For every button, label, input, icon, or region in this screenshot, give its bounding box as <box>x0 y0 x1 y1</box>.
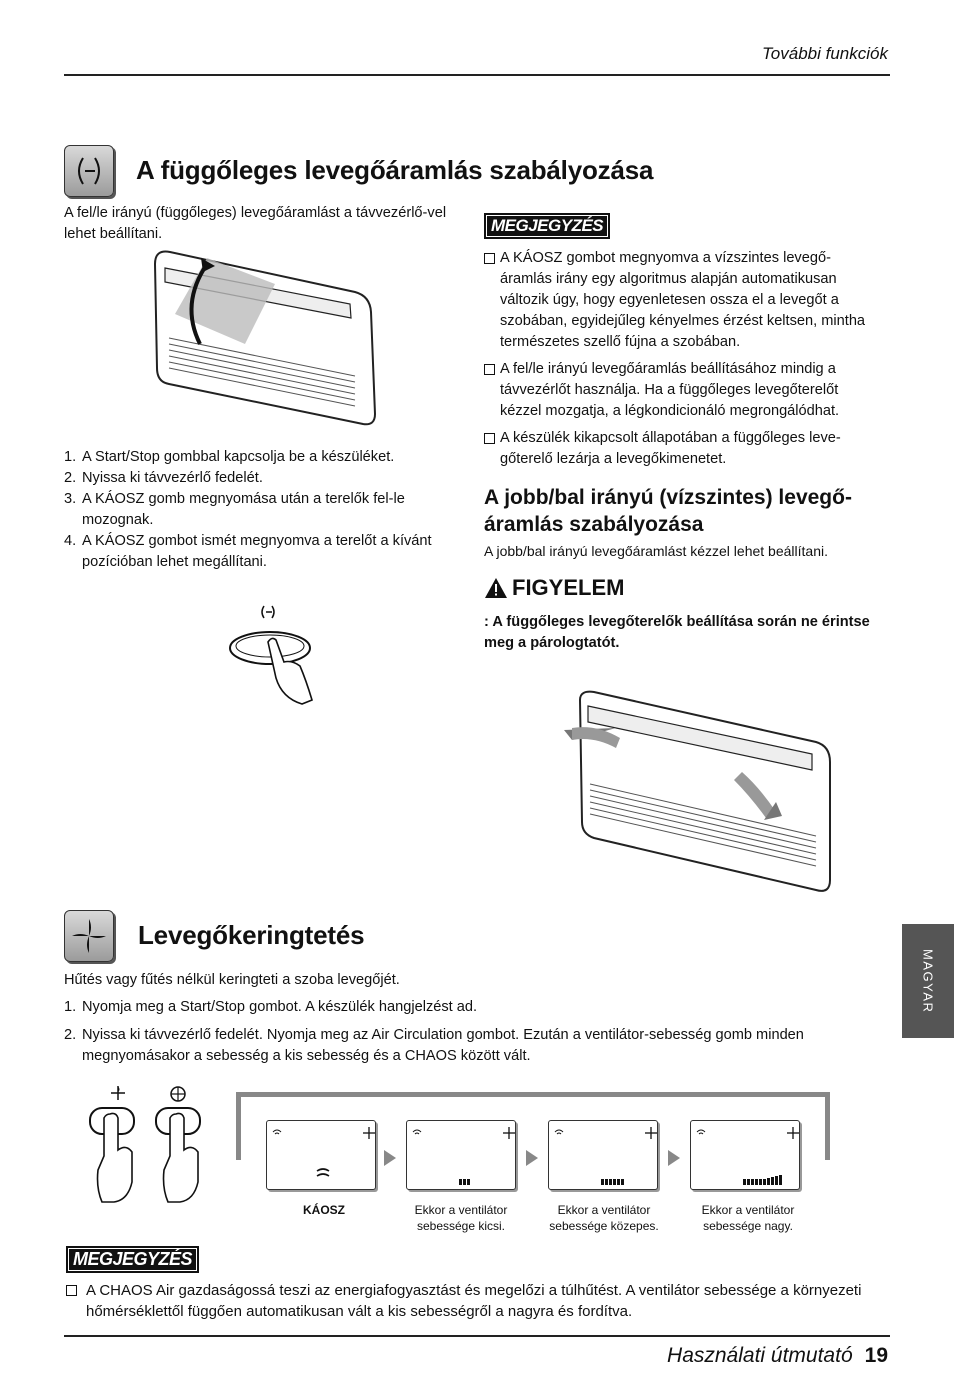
manual-label: Használati útmutató <box>667 1344 853 1367</box>
vertical-swing-icon <box>64 145 114 197</box>
footer <box>667 1344 888 1368</box>
checkbox-bullet-icon <box>484 364 495 375</box>
checkbox-bullet-icon <box>484 253 495 264</box>
footer-rule <box>64 1335 890 1337</box>
checkbox-bullet-icon <box>484 433 495 444</box>
remote-buttons-illustration <box>84 1084 224 1213</box>
checkbox-bullet-icon <box>66 1285 77 1296</box>
panel-caption-high: Ekkor a ventilátor sebessége nagy. <box>701 1203 795 1233</box>
section-title-vertical-airflow: A függőleges levegőáramlás szabályozása <box>136 155 654 185</box>
air-circulation-icon <box>64 910 114 962</box>
vertical-steps <box>64 447 472 573</box>
header-rule <box>64 74 890 76</box>
arrow-icon <box>526 1150 538 1166</box>
list-item: A fel/le irányú levegőáramlás beállításához mindig a távvezérlőt használja. Ha a függőleges levegőterelőt kézzel mozgatja, a légkondicionáló megrongálódhat. <box>484 359 880 422</box>
warning-text: : A függőleges levegőterelők beállítása során ne érintse meg a párologtatót. <box>484 614 870 651</box>
list-item: 2. Nyissa ki távvezérlő fedelét. Nyomja meg az Air Circulation gombot. Ezután a ventilátor-sebesség gomb minden megnyomásakor a sebesség a kis sebesség és a CHAOS között vált. <box>64 1027 804 1064</box>
warning-triangle-icon <box>484 577 508 599</box>
list-item: 2. Nyissa ki távvezérlő fedelét. <box>64 470 263 486</box>
page-number: 19 <box>864 1344 888 1367</box>
list-item: 1. Nyomja meg a Start/Stop gombot. A készülék hangjelzést ad. <box>64 999 478 1015</box>
horizontal-airflow-text: A jobb/bal irányú levegőáramlást kézzel lehet beállítani. <box>484 543 828 559</box>
circulation-steps <box>64 997 890 1067</box>
panel-caption-medium: Ekkor a ventilátor sebessége közepes. <box>549 1203 659 1233</box>
vertical-intro: A fel/le irányú (függőleges) levegőáramlást a távvezérlő-vel lehet beállítani. <box>64 205 447 242</box>
running-header: További funkciók <box>761 44 888 63</box>
display-panel-chaos <box>266 1120 376 1190</box>
arrow-icon <box>668 1150 680 1166</box>
panel-caption-low: Ekkor a ventilátor sebessége kicsi. <box>414 1203 508 1233</box>
list-item: 3. A KÁOSZ gomb megnyomása után a terelők fel-le mozognak. <box>64 491 405 528</box>
display-panel-high <box>690 1120 800 1190</box>
list-item: A KÁOSZ gombot megnyomva a vízszintes levegő-áramlás irány egy algoritmus alapján automatikusan változik úgy, hogy egyenletesen ossza el a levegőt a szobában, egyidejűleg kényelmes érzést keltsen, mintha természetes szellő fújna a szobában. <box>484 248 880 353</box>
list-item: A készülék kikapcsolt állapotában a függőleges leve-gőterelő lezárja a levegőkimenetet. <box>484 428 880 470</box>
section-title-air-circulation: Levegőkeringtetés <box>138 920 365 950</box>
list-item: 1. A Start/Stop gombbal kapcsolja be a készüléket. <box>64 449 395 465</box>
note-badge: MEGJEGYZÉS <box>66 1246 199 1273</box>
chaos-button-illustration <box>226 600 326 715</box>
circulation-note: A CHAOS Air gazdaságossá teszi az energiafogyasztást és megelőzi a túlhűtést. A ventilátor sebessége a környezeti hőmérséklettől függően automatikusan vált a kis sebességről a nagyra és fordítva. <box>66 1280 894 1322</box>
unit-illustration-horizontal <box>560 688 836 901</box>
vertical-notes <box>484 248 880 470</box>
warning-heading: FIGYELEM <box>484 575 624 601</box>
note-badge: MEGJEGYZÉS <box>484 213 610 239</box>
panel-caption-chaos: KÁOSZ <box>303 1203 345 1217</box>
list-item: 4. A KÁOSZ gombot ismét megnyomva a terelőt a kívánt pozícióban lehet megállítani. <box>64 533 432 570</box>
circulation-intro: Hűtés vagy fűtés nélkül keringteti a szoba levegőjét. <box>64 972 400 988</box>
display-panel-low <box>406 1120 516 1190</box>
display-panel-medium <box>548 1120 658 1190</box>
language-tab: MAGYAR <box>902 924 954 1038</box>
subheading-horizontal-airflow: A jobb/bal irányú (vízszintes) levegő-áramlás szabályozása <box>484 486 852 536</box>
arrow-icon <box>384 1150 396 1166</box>
unit-illustration-vertical <box>145 244 385 435</box>
